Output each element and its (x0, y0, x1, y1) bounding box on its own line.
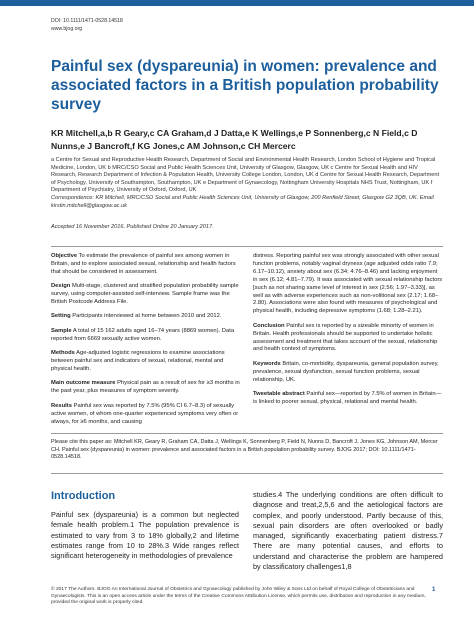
header-color-strip (0, 0, 474, 6)
abstract-left-column (51, 253, 241, 433)
divider-top (51, 246, 443, 247)
abstract-paragraph: Keywords Britain, co-morbidity, dyspareunia, general population survey, prevalence, sexual dysfunction, sexual function problems, sexual relationship, UK. (253, 360, 439, 383)
abstract-paragraph: Conclusion Painful sex is reported by a sizeable minority of women in Britain. Health professionals should be supported to undertake holistic assessment and treatment that takes account of the sexual, relationship and health context of symptoms. (253, 322, 438, 353)
abstract-paragraph: Methods Age-adjusted logistic regressions to examine associations between painful sex and indicators of sexual, relational, mental and physical health. (51, 350, 225, 372)
abstract-label: Sample (51, 327, 72, 334)
intro-right-column: studies.4 The underlying conditions are often difficult to diagnose and treat,2,5,6 and the aetiological factors are complex, and poorly understood. Partly because of this, sexual pain disorders are often overlooked or badly managed, significantly exacerbating patient distress.7 There are many potential causes, and efforts to understand and characterise the problem are hampered by classificatory challenges1,8 (253, 490, 443, 572)
citation-text: Please cite this paper as: Mitchell KR, Geary R, Graham CA, Datta J, Wellings K, Sonnenberg P, Field N, Nunns D, Bancroft J, Jones KG, Johnson AM, Mercer CH. Painful sex (dyspareunia) in women: prevalence and associated factors in a British population probability survey. BJOG 2017; DOI: 10.1111/1471-0528.14518. (51, 439, 438, 461)
abstract-paragraph: Tweetable abstract Painful sex—reported by 7.5% of women in Britain—is linked to poorer sexual, physical, relational and mental health. (253, 391, 442, 405)
license-footer: © 2017 The Authors. BJOG An International Journal of Obstetrics and Gynaecology published by John Wiley & Sons Ltd on behalf of Royal College of Obstetricians and Gynaecologists. This is an open access article under the terms of the Creative Commons Attribution License, which permits use, distribution and reproduction in any medium, provided the original work is properly cited. (51, 587, 426, 606)
abstract-label: Tweetable abstract (253, 391, 305, 398)
affiliations-block (51, 157, 443, 210)
accepted-date: Accepted 16 November 2016. Published Online 20 January 2017. (51, 224, 214, 230)
page-number: 1 (432, 587, 436, 593)
divider-bottom (51, 473, 443, 474)
journal-meta (51, 17, 123, 33)
author-list: KR Mitchell,a,b R Geary,c CA Graham,d J Datta,e K Wellings,e P Sonnenberg,c N Field,c D Nunns,e J Bancroft,f KG Jones,c AM Johnson,c CH Mercerc (51, 128, 418, 151)
abstract-label: Keywords (253, 360, 281, 367)
abstract-label: Setting (51, 313, 71, 320)
abstract-right-column (253, 253, 443, 413)
divider-middle (51, 433, 443, 434)
abstract-paragraph: Design Multi-stage, clustered and stratified population probability sample survey, using computer-assisted self-interview. Sample frame was the British Postcode Address File. (51, 283, 239, 306)
abstract-label: Conclusion (253, 322, 285, 329)
abstract-paragraph: Sample A total of 15 162 adults aged 16–74 years (8869 women). Data reported from 6669 sexually active women. (51, 327, 235, 342)
abstract-paragraph: Results Painful sex was reported by 7.5% (95% CI 6.7–8.3) of sexually active women, of whom one-quarter experienced symptoms very often or always, for ≥6 months, and causing (51, 402, 239, 425)
abstract-paragraph: Setting Participants interviewed at home between 2010 and 2012. (51, 313, 222, 320)
abstract-paragraph: Main outcome measure Physical pain as a result of sex for ≥3 months in the past year, plus measures of symptom severity. (51, 380, 240, 395)
correspondence-text: Correspondence: KR Mitchell, MRC/CSO Social and Public Health Sciences Unit, University of Glasgow, 200 Renfield Street, Glasgow G2 3QB, UK. Email kirstin.mitchell@glasgow.ac.uk (51, 194, 434, 209)
abstract-label: Design (51, 283, 71, 290)
abstract-paragraph: distress. Reporting painful sex was strongly associated with other sexual function problems, notably vaginal dryness (age adjusted odds ratio 7.9; 6.17–10.12), anxiety about sex (6.34; 4.76–8.46) and lacking enjoyment in sex (6.12; 4.81–7.79). It was associated with sexual relationship factors [such as not sharing same level of interest in sex (2.56; 1.97–3.33)], as well as with adverse experiences such as non-volitional sex (2.17; 1.68–2.80). Associations were also found with measures of psychological and physical health, including depressive symptoms (1.68; 1.28–2.21). (253, 253, 443, 315)
section-heading-introduction: Introduction (51, 490, 116, 502)
article-title: Painful sex (dyspareunia) in women: prevalence and associated factors in a British population probability survey (51, 58, 439, 113)
intro-left-column: Painful sex (dyspareunia) is a common but neglected female health problem.1 The population prevalence is estimated to vary from 3 to 18% globally,2 and lifetime estimates range from 10 to 28%.3 Wide ranges reflect significant heterogeneity in methodologies of prevalence (51, 510, 239, 561)
abstract-label: Main outcome measure (51, 380, 116, 387)
abstract-label: Objective (51, 253, 78, 259)
abstract-label: Methods (51, 350, 75, 357)
affiliations-text: a Centre for Sexual and Reproductive Health Research, Department of Social and Environmental Health Research, London School of Hygiene and Tropical Medicine, London, UK b MRC/CSO Social and Public Health Sciences Unit, University of Glasgow, Glasgow, UK c Centre for Sexual Health and HIV Research, Research Department of Infection & Population Health, University College London, London, UK d Centre for Sexual Health Research, Department of Psychology, University of Southampton, Southampton, UK e Department of Gynaecology, Nottingham University Hospitals NHS Trust, Nottingham, UK f Department of Psychiatry, University of Oxford, Oxford, UK (51, 157, 440, 194)
abstract-paragraph: Objective To estimate the prevalence of painful sex among women in Britain, and to explore associated sexual, relationship and health factors that should be considered in assessment. (51, 253, 236, 275)
abstract-label: Results (51, 402, 72, 409)
journal-url[interactable]: www.bjog.org (51, 26, 83, 32)
doi-text: DOI: 10.1111/1471-0528.14518 (51, 18, 123, 24)
